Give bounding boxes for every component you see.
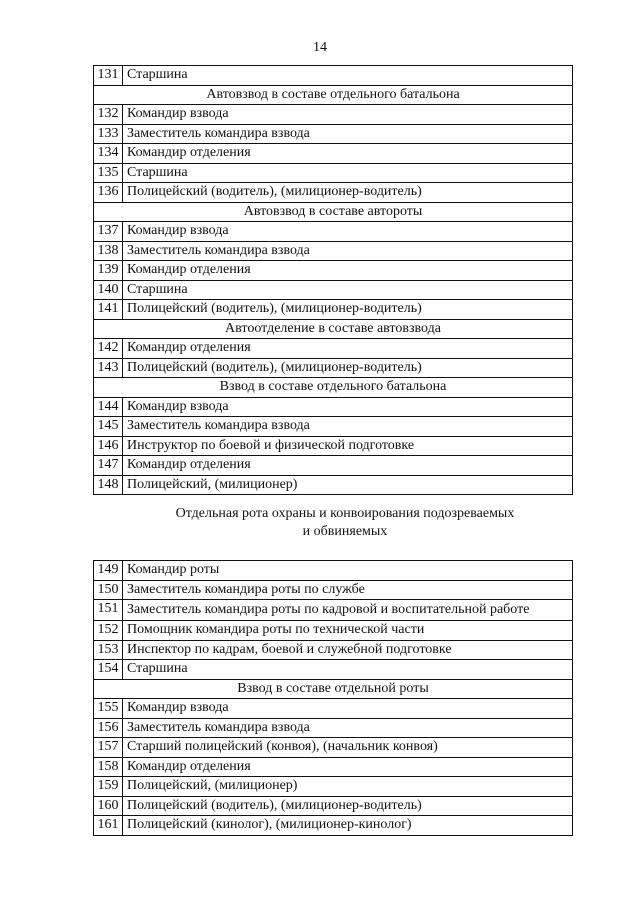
position-title: Полицейский (водитель), (милиционер-водитель) <box>123 796 573 816</box>
table-row <box>94 718 573 738</box>
position-title: Командир отделения <box>123 757 573 777</box>
position-title: Полицейский, (милиционер) <box>123 475 573 495</box>
position-title: Заместитель командира взвода <box>123 718 573 738</box>
row-number: 147 <box>94 456 123 476</box>
row-number: 131 <box>94 66 123 86</box>
position-title: Заместитель командира взвода <box>123 124 573 144</box>
table-row <box>94 105 573 125</box>
row-number: 152 <box>94 621 123 641</box>
section-title: Автовзвод в составе автороты <box>94 202 573 222</box>
position-title: Инструктор по боевой и физической подготовке <box>123 436 573 456</box>
row-number: 137 <box>94 222 123 242</box>
row-number: 153 <box>94 640 123 660</box>
table-row <box>94 660 573 680</box>
section-row <box>94 679 573 699</box>
row-number: 158 <box>94 757 123 777</box>
row-number: 157 <box>94 738 123 758</box>
position-title: Полицейский (водитель), (милиционер-водитель) <box>123 358 573 378</box>
row-number: 134 <box>94 144 123 164</box>
positions-table-2 <box>93 560 573 836</box>
position-title: Командир отделения <box>123 144 573 164</box>
row-number: 160 <box>94 796 123 816</box>
page-number: 14 <box>313 40 327 55</box>
position-title: Старшина <box>123 280 573 300</box>
table-row <box>94 124 573 144</box>
table-row <box>94 163 573 183</box>
section-title: Взвод в составе отдельного батальона <box>94 378 573 398</box>
row-number: 161 <box>94 816 123 836</box>
table-row <box>94 757 573 777</box>
section-heading-line-2: и обвиняемых <box>302 524 388 539</box>
position-title: Заместитель командира взвода <box>123 241 573 261</box>
position-title: Командир взвода <box>123 397 573 417</box>
row-number: 139 <box>94 261 123 281</box>
table-row <box>94 580 573 600</box>
row-number: 151 <box>94 600 123 621</box>
row-number: 146 <box>94 436 123 456</box>
section-row <box>94 378 573 398</box>
row-number: 141 <box>94 300 123 320</box>
row-number: 154 <box>94 660 123 680</box>
position-title: Заместитель командира роты по кадровой и воспитательной работе <box>123 600 573 621</box>
table-row <box>94 600 573 621</box>
row-number: 140 <box>94 280 123 300</box>
table-row <box>94 300 573 320</box>
table-row <box>94 222 573 242</box>
position-title: Командир взвода <box>123 105 573 125</box>
position-title: Инспектор по кадрам, боевой и служебной подготовке <box>123 640 573 660</box>
position-title: Старшина <box>123 163 573 183</box>
row-number: 135 <box>94 163 123 183</box>
position-title: Командир отделения <box>123 339 573 359</box>
position-title: Командир отделения <box>123 456 573 476</box>
table-row <box>94 699 573 719</box>
position-title: Полицейский (водитель), (милиционер-водитель) <box>123 183 573 203</box>
section-heading <box>0 505 640 541</box>
table-row <box>94 417 573 437</box>
positions-table-1 <box>93 65 573 495</box>
table-row <box>94 561 573 581</box>
table-row <box>94 397 573 417</box>
section-row <box>94 319 573 339</box>
position-title: Командир отделения <box>123 261 573 281</box>
row-number: 142 <box>94 339 123 359</box>
row-number: 156 <box>94 718 123 738</box>
section-row <box>94 85 573 105</box>
position-title: Полицейский, (милиционер) <box>123 777 573 797</box>
table-row <box>94 796 573 816</box>
section-title: Автовзвод в составе отдельного батальона <box>94 85 573 105</box>
position-title: Заместитель командира взвода <box>123 417 573 437</box>
position-title: Командир взвода <box>123 222 573 242</box>
table-row <box>94 183 573 203</box>
section-heading-line-1: Отдельная рота охраны и конвоирования подозреваемых <box>175 506 515 521</box>
table-row <box>94 66 573 86</box>
table-row <box>94 261 573 281</box>
section-row <box>94 202 573 222</box>
table-row <box>94 280 573 300</box>
table-row <box>94 358 573 378</box>
row-number: 150 <box>94 580 123 600</box>
row-number: 155 <box>94 699 123 719</box>
table-row <box>94 777 573 797</box>
position-title: Старшина <box>123 66 573 86</box>
position-title: Помощник командира роты по технической части <box>123 621 573 641</box>
row-number: 148 <box>94 475 123 495</box>
position-title: Полицейский (водитель), (милиционер-водитель) <box>123 300 573 320</box>
table-row <box>94 475 573 495</box>
row-number: 133 <box>94 124 123 144</box>
section-title: Автоотделение в составе автовзвода <box>94 319 573 339</box>
table-row <box>94 144 573 164</box>
position-title: Заместитель командира роты по службе <box>123 580 573 600</box>
row-number: 145 <box>94 417 123 437</box>
row-number: 136 <box>94 183 123 203</box>
position-title: Старшина <box>123 660 573 680</box>
row-number: 132 <box>94 105 123 125</box>
position-title: Старший полицейский (конвоя), (начальник конвоя) <box>123 738 573 758</box>
table-row <box>94 640 573 660</box>
table-row <box>94 621 573 641</box>
row-number: 143 <box>94 358 123 378</box>
row-number: 149 <box>94 561 123 581</box>
position-title: Командир роты <box>123 561 573 581</box>
table-row <box>94 816 573 836</box>
row-number: 138 <box>94 241 123 261</box>
table-row <box>94 738 573 758</box>
row-number: 144 <box>94 397 123 417</box>
position-title: Командир взвода <box>123 699 573 719</box>
position-title: Полицейский (кинолог), (милиционер-кинолог) <box>123 816 573 836</box>
table-row <box>94 436 573 456</box>
table-row <box>94 456 573 476</box>
section-title: Взвод в составе отдельной роты <box>94 679 573 699</box>
row-number: 159 <box>94 777 123 797</box>
table-row <box>94 339 573 359</box>
table-row <box>94 241 573 261</box>
